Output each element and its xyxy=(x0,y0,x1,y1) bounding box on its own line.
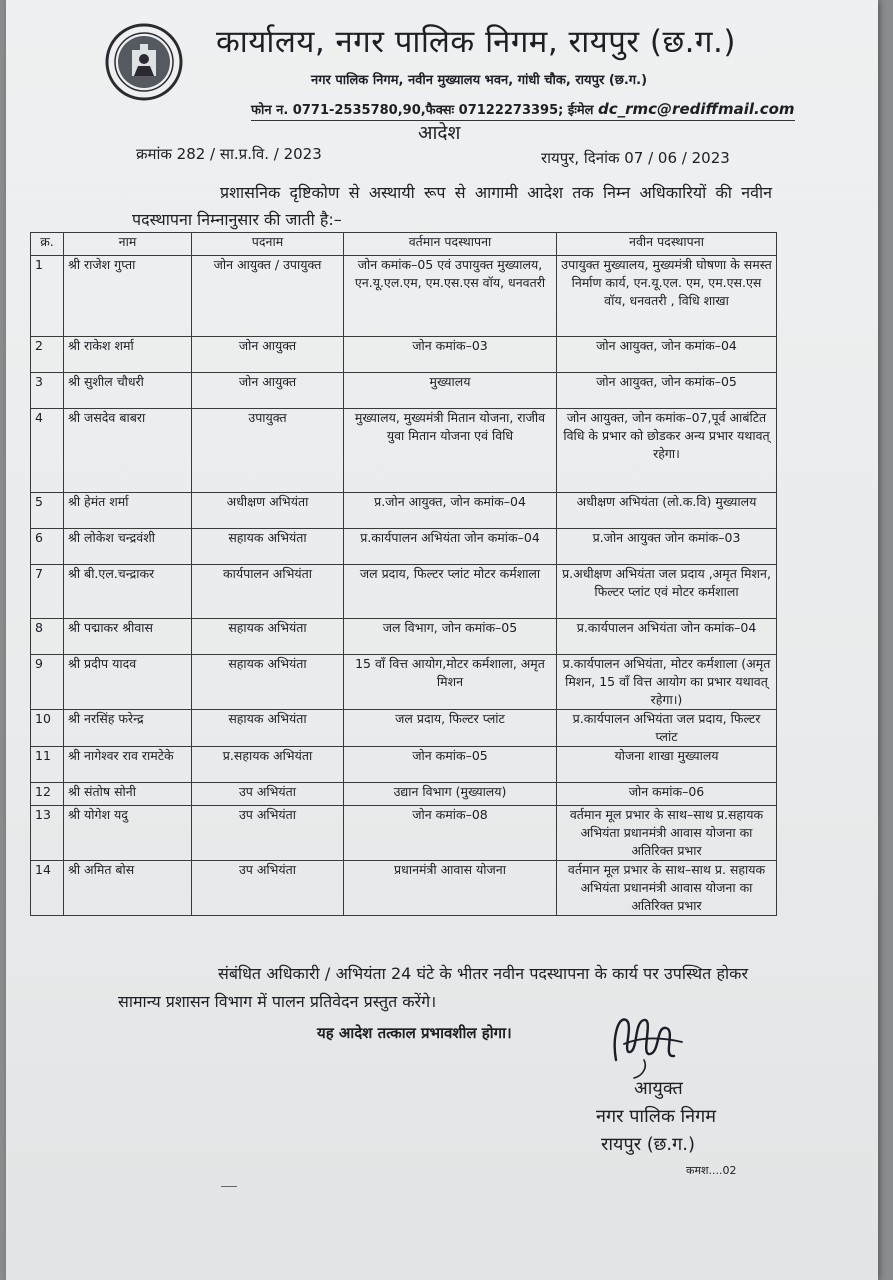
cell-current-posting: जोन कमांक–05 एवं उपायुक्त मुख्यालय, एन.यू.एल.एम, एम.एस.एस वॉय, धनवतरी xyxy=(344,256,557,337)
cell-new-posting: प्र.अधीक्षण अभियंता जल प्रदाय ,अमृत मिशन, फिल्टर प्लांट एवं मोटर कर्मशाला xyxy=(557,565,777,619)
cell-new-posting: योजना शाखा मुख्यालय xyxy=(557,747,777,783)
table-row xyxy=(31,337,777,373)
cell-serial: 3 xyxy=(31,373,64,409)
cell-serial: 2 xyxy=(31,337,64,373)
cell-designation: सहायक अभियंता xyxy=(192,619,344,655)
cell-designation: सहायक अभियंता xyxy=(192,529,344,565)
header-current-posting: वर्तमान पदस्थापना xyxy=(344,233,557,256)
cell-designation: कार्यपालन अभियंता xyxy=(192,565,344,619)
cell-serial: 14 xyxy=(31,861,64,916)
table-row xyxy=(31,806,777,861)
order-reference-number: क्रमांक 282 / सा.प्र.वि. / 2023 xyxy=(136,145,322,163)
table-row xyxy=(31,373,777,409)
cell-serial: 1 xyxy=(31,256,64,337)
contact-line xyxy=(251,100,795,121)
office-title: कार्यालय, नगर पालिक निगम, रायपुर (छ.ग.) xyxy=(216,24,736,60)
order-intro-paragraph: प्रशासनिक दृष्टिकोण से अस्थायी रूप से आगामी आदेश तक निम्न अधिकारियों की नवीन पदस्थापना निम्नानुसार की जाती है:– xyxy=(132,183,772,229)
table-row xyxy=(31,409,777,493)
cell-designation: सहायक अभियंता xyxy=(192,710,344,747)
cell-designation: उप अभियंता xyxy=(192,861,344,916)
cell-name: श्री राजेश गुप्ता xyxy=(64,256,192,337)
cell-name: श्री सुशील चौधरी xyxy=(64,373,192,409)
cell-new-posting: जोन आयुक्त, जोन कमांक–07,पूर्व आबंटित विधि के प्रभार को छोडकर अन्य प्रभार यथावत् रहेगा। xyxy=(557,409,777,493)
cell-name: श्री हेमंत शर्मा xyxy=(64,493,192,529)
cell-new-posting: उपायुक्त मुख्यालय, मुख्यमंत्री घोषणा के समस्त निर्माण कार्य, एन.यू.एल. एम, एम.एस.एस वॉय, धनवतरी , विधि शाखा xyxy=(557,256,777,337)
table-header-row xyxy=(31,233,777,256)
cell-designation: उपायुक्त xyxy=(192,409,344,493)
cell-designation: जोन आयुक्त xyxy=(192,373,344,409)
cell-name: श्री बी.एल.चन्द्राकर xyxy=(64,565,192,619)
cell-current-posting: जोन कमांक–03 xyxy=(344,337,557,373)
table-row xyxy=(31,747,777,783)
effect-statement: यह आदेश तत्काल प्रभावशील होगा। xyxy=(317,1024,512,1042)
cell-designation: उप अभियंता xyxy=(192,783,344,806)
cell-serial: 5 xyxy=(31,493,64,529)
table-row xyxy=(31,710,777,747)
cell-new-posting: प्र.कार्यपालन अभियंता जोन कमांक–04 xyxy=(557,619,777,655)
table-row xyxy=(31,256,777,337)
signatory-organisation: नगर पालिक निगम xyxy=(596,1106,717,1127)
cell-name: श्री राकेश शर्मा xyxy=(64,337,192,373)
cell-name: श्री नागेश्वर राव रामटेके xyxy=(64,747,192,783)
cell-serial: 10 xyxy=(31,710,64,747)
header-name: नाम xyxy=(64,233,192,256)
signatory-title: आयुक्त xyxy=(634,1078,683,1099)
cell-current-posting: उद्यान विभाग (मुख्यालय) xyxy=(344,783,557,806)
cell-designation: प्र.सहायक अभियंता xyxy=(192,747,344,783)
cell-serial: 12 xyxy=(31,783,64,806)
municipal-emblem-logo xyxy=(104,22,184,102)
cell-current-posting: प्र.जोन आयुक्त, जोन कमांक–04 xyxy=(344,493,557,529)
cell-serial: 6 xyxy=(31,529,64,565)
cell-designation: जोन आयुक्त / उपायुक्त xyxy=(192,256,344,337)
cell-serial: 7 xyxy=(31,565,64,619)
table-row xyxy=(31,861,777,916)
table-row xyxy=(31,619,777,655)
header-designation: पदनाम xyxy=(192,233,344,256)
order-heading: आदेश xyxy=(418,122,461,144)
cell-serial: 11 xyxy=(31,747,64,783)
cell-new-posting: वर्तमान मूल प्रभार के साथ–साथ प्र.सहायक अभियंता प्रधानमंत्री आवास योजना का अतिरिक्त प्रभार xyxy=(557,806,777,861)
cell-name: श्री जसदेव बाबरा xyxy=(64,409,192,493)
table-row xyxy=(31,529,777,565)
signatory-city: रायपुर (छ.ग.) xyxy=(601,1134,696,1155)
cell-current-posting: प्रधानमंत्री आवास योजना xyxy=(344,861,557,916)
cell-name: श्री पद्माकर श्रीवास xyxy=(64,619,192,655)
table-row xyxy=(31,493,777,529)
cell-designation: सहायक अभियंता xyxy=(192,655,344,710)
divider-dash xyxy=(221,1186,237,1187)
cell-designation: जोन आयुक्त xyxy=(192,337,344,373)
cell-name: श्री लोकेश चन्द्रवंशी xyxy=(64,529,192,565)
cell-new-posting: जोन कमांक–06 xyxy=(557,783,777,806)
cell-current-posting: जोन कमांक–08 xyxy=(344,806,557,861)
contact-email: dc_rmc@rediffmail.com xyxy=(598,100,795,118)
closing-instruction: संबंधित अधिकारी / अभियंता 24 घंटे के भीतर नवीन पदस्थापना के कार्य पर उपस्थित होकर सामान्य प्रशासन विभाग में पालन प्रतिवेदन प्रस्तुत करेंगे। xyxy=(118,964,748,1011)
cell-serial: 8 xyxy=(31,619,64,655)
header-serial: क्र. xyxy=(31,233,64,256)
cell-current-posting: मुख्यालय xyxy=(344,373,557,409)
postings-table xyxy=(30,232,777,916)
cell-serial: 4 xyxy=(31,409,64,493)
cell-name: श्री संतोष सोनी xyxy=(64,783,192,806)
cell-current-posting: 15 वॉं वित्त आयोग,मोटर कर्मशाला, अमृत मिशन xyxy=(344,655,557,710)
table-row xyxy=(31,565,777,619)
header-new-posting: नवीन पदस्थापना xyxy=(557,233,777,256)
cell-new-posting: प्र.कार्यपालन अभियंता, मोटर कर्मशाला (अमृत मिशन, 15 वॉं वित्त आयोग का प्रभार यथावत् रहेगा।) xyxy=(557,655,777,710)
cell-designation: उप अभियंता xyxy=(192,806,344,861)
cell-current-posting: प्र.कार्यपालन अभियंता जोन कमांक–04 xyxy=(344,529,557,565)
cell-designation: अधीक्षण अभियंता xyxy=(192,493,344,529)
cell-new-posting: वर्तमान मूल प्रभार के साथ–साथ प्र. सहायक अभियंता प्रधानमंत्री आवास योजना का अतिरिक्त प्रभार xyxy=(557,861,777,916)
contact-phone-fax: फोन न. 0771-2535780,90,फैक्सः 07122273395; ईःमेल xyxy=(251,103,594,118)
document-page xyxy=(6,0,878,1280)
cell-name: श्री नरसिंह फरेन्द्र xyxy=(64,710,192,747)
cell-new-posting: जोन आयुक्त, जोन कमांक–05 xyxy=(557,373,777,409)
cell-name: श्री योगेश यदु xyxy=(64,806,192,861)
cell-new-posting: अधीक्षण अभियंता (लो.क.वि) मुख्यालय xyxy=(557,493,777,529)
cell-current-posting: जोन कमांक–05 xyxy=(344,747,557,783)
cell-new-posting: प्र.जोन आयुक्त जोन कमांक–03 xyxy=(557,529,777,565)
cell-name: श्री अमित बोस xyxy=(64,861,192,916)
cell-new-posting: जोन आयुक्त, जोन कमांक–04 xyxy=(557,337,777,373)
order-date: रायपुर, दिनांक 07 / 06 / 2023 xyxy=(541,149,730,167)
office-address: नगर पालिक निगम, नवीन मुख्यालय भवन, गांधी चौक, रायपुर (छ.ग.) xyxy=(311,73,648,88)
cell-name: श्री प्रदीप यादव xyxy=(64,655,192,710)
cell-current-posting: मुख्यालय, मुख्यमंत्री मितान योजना, राजीव युवा मितान योजना एवं विधि xyxy=(344,409,557,493)
cell-current-posting: जल प्रदाय, फिल्टर प्लांट मोटर कर्मशाला xyxy=(344,565,557,619)
signature-mark xyxy=(604,1008,692,1080)
table-row xyxy=(31,783,777,806)
cell-current-posting: जल प्रदाय, फिल्टर प्लांट xyxy=(344,710,557,747)
cell-serial: 9 xyxy=(31,655,64,710)
table-row xyxy=(31,655,777,710)
continuation-note: कमश....02 xyxy=(686,1164,737,1177)
cell-current-posting: जल विभाग, जोन कमांक–05 xyxy=(344,619,557,655)
cell-serial: 13 xyxy=(31,806,64,861)
cell-new-posting: प्र.कार्यपालन अभियंता जल प्रदाय, फिल्टर प्लांट xyxy=(557,710,777,747)
